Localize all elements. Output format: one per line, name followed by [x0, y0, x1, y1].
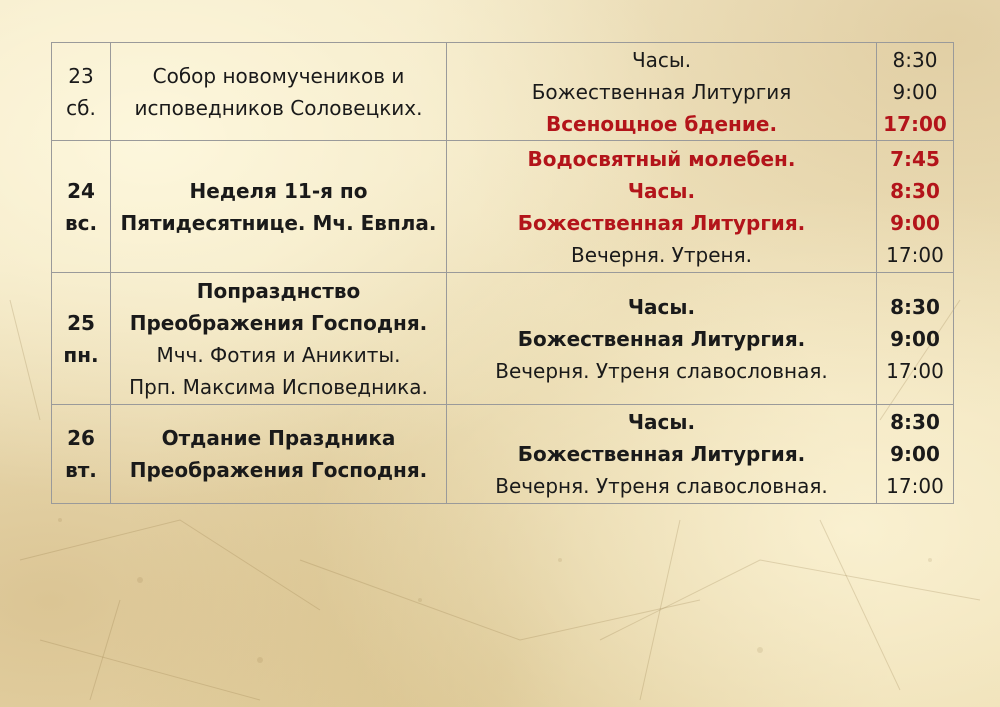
feast-line: Неделя 11-я по: [189, 178, 368, 203]
time-value: 17:00: [886, 474, 944, 498]
time-value: 17:00: [886, 358, 944, 383]
feast-cell: [111, 405, 447, 504]
service-line: Водосвятный молебен.: [527, 146, 796, 171]
feast-cell: [111, 273, 447, 405]
service-line: Вечерня. Утреня славословная.: [495, 358, 828, 383]
service-line: Божественная Литургия.: [517, 442, 806, 466]
service-schedule-table: [51, 42, 954, 504]
service-line: Вечерня. Утреня славословная.: [495, 474, 828, 498]
time-value: 9:00: [892, 79, 938, 104]
times-cell: [877, 405, 954, 504]
feast-line: Преображения Господня.: [129, 458, 428, 482]
feast-line: Пятидесятнице. Мч. Евпла.: [120, 210, 437, 235]
service-line: Всенощное бдение.: [545, 111, 778, 136]
table-row: [52, 43, 954, 141]
service-line: Вечерня. Утреня.: [571, 242, 752, 267]
feast-cell: [111, 43, 447, 141]
feast-line: исповедников Соловецких.: [134, 95, 423, 120]
services-cell: [447, 405, 877, 504]
feast-line: Прп. Максима Исповедника.: [129, 374, 428, 399]
time-value: 8:30: [890, 410, 940, 434]
service-line: Часы.: [627, 178, 696, 203]
date-cell: [52, 405, 111, 504]
services-cell: [447, 43, 877, 141]
time-value: 9:00: [890, 210, 940, 235]
table-row: [52, 405, 954, 504]
time-value: 17:00: [886, 242, 944, 267]
weekday: вс.: [64, 210, 98, 235]
time-value: 8:30: [890, 178, 940, 203]
service-line: Часы.: [627, 294, 696, 319]
services-cell: [447, 141, 877, 273]
feast-line: Собор новомучеников и: [152, 63, 405, 88]
date-cell: [52, 141, 111, 273]
times-cell: [877, 43, 954, 141]
time-value: 8:30: [892, 47, 938, 72]
feast-line: Отдание Праздника: [161, 426, 396, 450]
date-number: 26: [67, 426, 95, 450]
time-value: 8:30: [890, 294, 940, 319]
times-cell: [877, 273, 954, 405]
time-value: 17:00: [883, 111, 947, 136]
date-cell: [52, 273, 111, 405]
service-line: Божественная Литургия.: [517, 326, 806, 351]
weekday: пн.: [63, 342, 99, 367]
service-line: Часы.: [627, 410, 696, 434]
services-cell: [447, 273, 877, 405]
table-row: [52, 273, 954, 405]
times-cell: [877, 141, 954, 273]
service-line: Божественная Литургия.: [517, 210, 806, 235]
weekday: вт.: [65, 458, 97, 482]
feast-line: Мчч. Фотия и Аникиты.: [156, 342, 401, 367]
feast-line: Преображения Господня.: [129, 310, 428, 335]
table-row: [52, 141, 954, 273]
time-value: 7:45: [890, 146, 940, 171]
feast-line: Попразднство: [196, 278, 361, 303]
weekday: сб.: [66, 95, 96, 120]
service-line: Часы.: [631, 47, 692, 72]
date-number: 23: [68, 63, 94, 88]
date-cell: [52, 43, 111, 141]
time-value: 9:00: [890, 326, 940, 351]
service-line: Божественная Литургия: [531, 79, 792, 104]
feast-cell: [111, 141, 447, 273]
date-number: 25: [67, 310, 95, 335]
date-number: 24: [67, 178, 95, 203]
time-value: 9:00: [890, 442, 940, 466]
